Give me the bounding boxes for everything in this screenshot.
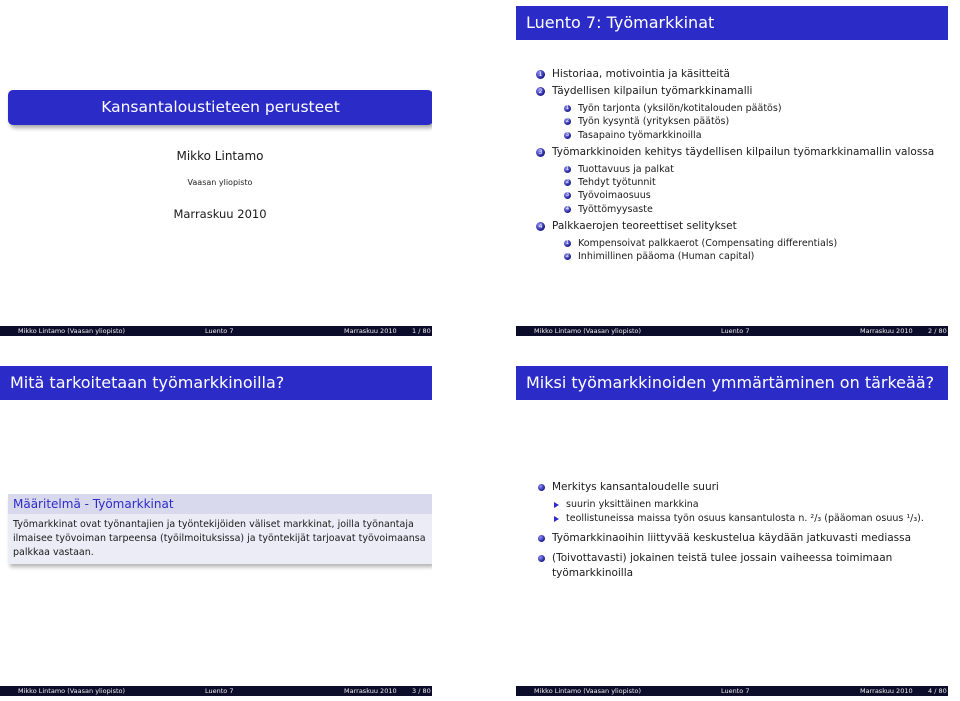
slide-footer — [516, 686, 948, 696]
slide-4 — [516, 366, 948, 696]
footer-title: Luento 7 — [721, 327, 750, 335]
definition-title: Määritelmä - Työmarkkinat — [8, 494, 432, 514]
outline-subsection — [552, 129, 934, 142]
subsection-label: Työn kysyntä (yrityksen päätös) — [578, 116, 730, 128]
subsection-number-ball: 1 — [565, 105, 570, 111]
footer-date: Marraskuu 2010 — [860, 687, 913, 695]
bullet-item — [538, 480, 948, 526]
footer-page: 3 / 80 — [412, 687, 431, 695]
bullet-label: Merkitys kansantaloudelle suuri — [552, 481, 719, 493]
footer-author: Mikko Lintamo (Vaasan yliopisto) — [534, 687, 642, 695]
subsection-number-ball: 1 — [565, 240, 570, 247]
footer-page: 2 / 80 — [928, 327, 947, 335]
subsection-number-ball: 1 — [565, 165, 570, 172]
footer-author: Mikko Lintamo (Vaasan yliopisto) — [18, 327, 126, 335]
slide-1 — [0, 6, 432, 336]
subsection-label: Kompensoivat palkkaerot (Compensating differentials) — [578, 238, 838, 250]
frame-title: Luento 7: Työmarkkinat — [516, 6, 948, 40]
subsection-label: Työttömyysaste — [578, 203, 653, 215]
footer-title: Luento 7 — [721, 687, 750, 695]
footer-date: Marraskuu 2010 — [860, 327, 913, 335]
outline-subsection — [552, 102, 934, 115]
subsection-label: Tehdyt työtunnit — [578, 177, 656, 189]
triangle-bullet-icon — [554, 516, 559, 522]
bullet-item — [538, 531, 948, 546]
outline-section — [536, 220, 934, 264]
section-number-ball: 1 — [536, 70, 545, 79]
sub-bullet-item — [552, 512, 948, 526]
frame-title: Miksi työmarkkinoiden ymmärtäminen on tärkeää? — [516, 366, 948, 400]
outline-subsection — [552, 163, 934, 176]
subsection-number-ball: 2 — [565, 118, 570, 125]
triangle-bullet-icon — [554, 502, 559, 508]
footer-author: Mikko Lintamo (Vaasan yliopisto) — [534, 327, 642, 335]
bullet-ball-icon — [538, 484, 545, 491]
subsection-label: Tuottavuus ja palkat — [578, 163, 674, 175]
footer-page: 1 / 80 — [412, 327, 431, 335]
bullet-ball-icon — [538, 535, 545, 542]
section-number-ball: 3 — [536, 148, 545, 157]
subsection-number-ball: 2 — [565, 253, 570, 260]
outline-list — [536, 68, 934, 268]
section-label: Työmarkkinoiden kehitys täydellisen kilpailun työmarkkinamallin valossa — [552, 145, 935, 158]
date: Marraskuu 2010 — [173, 207, 267, 221]
bullet-label: (Toivottavasti) jokainen teistä tulee jossain vaiheessa toimimaan työmarkkinoilla — [552, 552, 893, 579]
section-label: Historiaa, motivointia ja käsitteitä — [552, 68, 730, 80]
outline-subsection — [552, 250, 934, 263]
subsection-number-ball: 4 — [565, 205, 570, 212]
subsection-label: Työn tarjonta (yksilön/kotitalouden päätös) — [578, 103, 782, 114]
definition-body: Työmarkkinat ovat työnantajien ja työntekijöiden väliset markkinat, joilla työnantaja ilmaisee työvoiman tarpeensa (työilmoituksissa) ja työntekijät tarjoavat työvoimaansa palkkaa vastaan. — [8, 514, 432, 564]
subsection-number-ball: 3 — [565, 192, 570, 199]
bullet-list — [538, 480, 948, 586]
footer-date: Marraskuu 2010 — [344, 327, 397, 335]
section-label: Täydellisen kilpailun työmarkkinamalli — [552, 85, 753, 97]
subsection-label: Tasapaino työmarkkinoilla — [578, 129, 702, 141]
slide-footer — [0, 326, 432, 336]
outline-subsection — [552, 176, 934, 189]
sub-bullet-label: suurin yksittäinen markkina — [566, 499, 699, 510]
outline-section — [536, 68, 934, 81]
slide-3 — [0, 366, 432, 696]
outline-subsection — [552, 115, 934, 128]
footer-title: Luento 7 — [205, 327, 234, 335]
institute: Vaasan yliopisto — [187, 178, 253, 187]
section-number-ball: 2 — [536, 87, 545, 96]
subsection-number-ball: 2 — [565, 179, 570, 186]
sub-bullet-label: teollistuneissa maissa työn osuus kansantulosta n. ²/₃ (pääoman osuus ¹/₃). — [566, 513, 924, 524]
presentation-title: Kansantaloustieteen perusteet — [8, 90, 432, 125]
subsection-label: Inhimillinen pääoma (Human capital) — [578, 251, 755, 263]
definition-block — [8, 494, 432, 564]
slide-2 — [516, 6, 948, 336]
footer-page: 4 / 80 — [928, 687, 947, 695]
subsection-label: Työvoimaosuus — [578, 190, 651, 202]
bullet-item — [538, 551, 948, 581]
bullet-label: Työmarkkinaoihin liittyvää keskustelua käydään jatkuvasti mediassa — [552, 532, 912, 544]
section-label: Palkkaerojen teoreettiset selitykset — [552, 220, 737, 233]
footer-author: Mikko Lintamo (Vaasan yliopisto) — [18, 687, 126, 695]
slide-footer — [516, 326, 948, 336]
footer-date: Marraskuu 2010 — [344, 687, 397, 695]
outline-section — [536, 85, 934, 142]
outline-subsection — [552, 203, 934, 216]
outline-subsection — [552, 189, 934, 202]
slide-footer — [0, 686, 432, 696]
author: Mikko Lintamo — [176, 149, 264, 163]
outline-section — [536, 146, 934, 216]
bullet-ball-icon — [538, 555, 545, 562]
footer-title: Luento 7 — [205, 687, 234, 695]
sub-bullet-item — [552, 498, 948, 512]
subsection-number-ball: 3 — [565, 131, 570, 138]
section-number-ball: 4 — [536, 222, 545, 231]
outline-subsection — [552, 237, 934, 250]
frame-title: Mitä tarkoitetaan työmarkkinoilla? — [0, 366, 432, 400]
